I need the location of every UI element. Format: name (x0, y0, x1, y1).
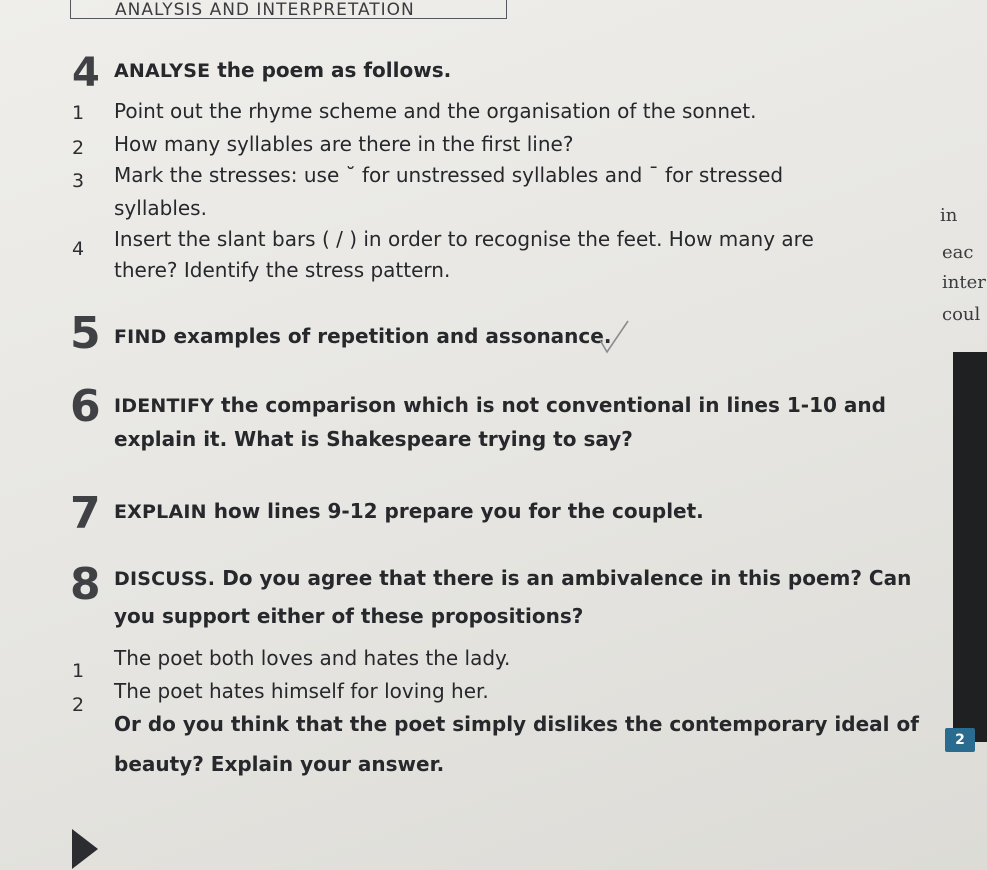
exercise-4-item-number: 4 (72, 238, 85, 260)
exercise-6-keyword: IDENTIFY (114, 395, 215, 417)
exercise-6-text-continued: explain it. What is Shakespeare trying to say? (114, 427, 633, 451)
exercise-4-keyword: ANALYSE (114, 60, 211, 82)
exercise-4-item-text-continued: syllables. (114, 196, 207, 220)
page-badge: 2 (945, 728, 975, 752)
exercise-4-item-text: Insert the slant bars ( / ) in order to recognise the feet. How many are (114, 227, 814, 251)
exercise-4-item-number: 1 (72, 102, 85, 124)
exercise-5-text: examples of repetition and assonance. (166, 324, 612, 348)
margin-word: coul (942, 304, 981, 325)
exercise-5-keyword: FIND (114, 326, 167, 348)
exercise-7-keyword: EXPLAIN (114, 501, 207, 523)
checkmark-icon (597, 318, 631, 356)
triangle-marker-icon (72, 829, 98, 869)
exercise-8-text: Do you agree that there is an ambivalence in this poem? Can (215, 566, 912, 590)
exercise-number-5: 5 (70, 308, 101, 359)
exercise-4-item-number: 3 (72, 170, 85, 192)
facing-page-dark-strip (953, 352, 987, 742)
exercise-6-text: the comparison which is not conventional in lines 1-10 and (214, 393, 886, 417)
exercise-4-item-number: 2 (72, 137, 85, 159)
exercise-4-item-text: Mark the stresses: use ˘ for unstressed syllables and ¯ for stressed (114, 163, 784, 187)
margin-word: in (940, 205, 958, 226)
exercise-8-item-number: 1 (72, 660, 85, 682)
exercise-8-closing-continued: beauty? Explain your answer. (114, 752, 445, 776)
exercise-number-4: 4 (72, 50, 100, 96)
exercise-number-6: 6 (70, 381, 101, 432)
margin-word: eac (942, 242, 974, 263)
exercise-7-text: how lines 9-12 prepare you for the couplet. (206, 499, 704, 523)
exercise-6-heading (114, 393, 886, 419)
margin-word: inter (942, 272, 986, 293)
exercise-number-7: 7 (70, 488, 101, 539)
exercise-8-item-text: The poet hates himself for loving her. (114, 679, 489, 703)
exercise-8-text-continued: you support either of these propositions? (114, 604, 584, 628)
section-header: ANALYSIS AND INTERPRETATION (115, 0, 415, 20)
exercise-number-8: 8 (70, 559, 101, 610)
exercise-5-heading (114, 324, 611, 350)
exercise-8-closing: Or do you think that the poet simply dislikes the contemporary ideal of (114, 712, 919, 736)
exercise-8-heading (114, 566, 911, 592)
exercise-7-heading (114, 499, 704, 525)
exercise-8-item-text: The poet both loves and hates the lady. (114, 646, 511, 670)
exercise-4-item-text: How many syllables are there in the first line? (114, 132, 574, 156)
exercise-4-item-text: Point out the rhyme scheme and the organisation of the sonnet. (114, 99, 757, 123)
exercise-8-keyword: DISCUSS. (114, 568, 216, 590)
exercise-8-item-number: 2 (72, 694, 85, 716)
exercise-4-item-text-continued: there? Identify the stress pattern. (114, 258, 451, 282)
exercise-4-heading (114, 58, 451, 84)
exercise-4-text: the poem as follows. (210, 58, 452, 82)
